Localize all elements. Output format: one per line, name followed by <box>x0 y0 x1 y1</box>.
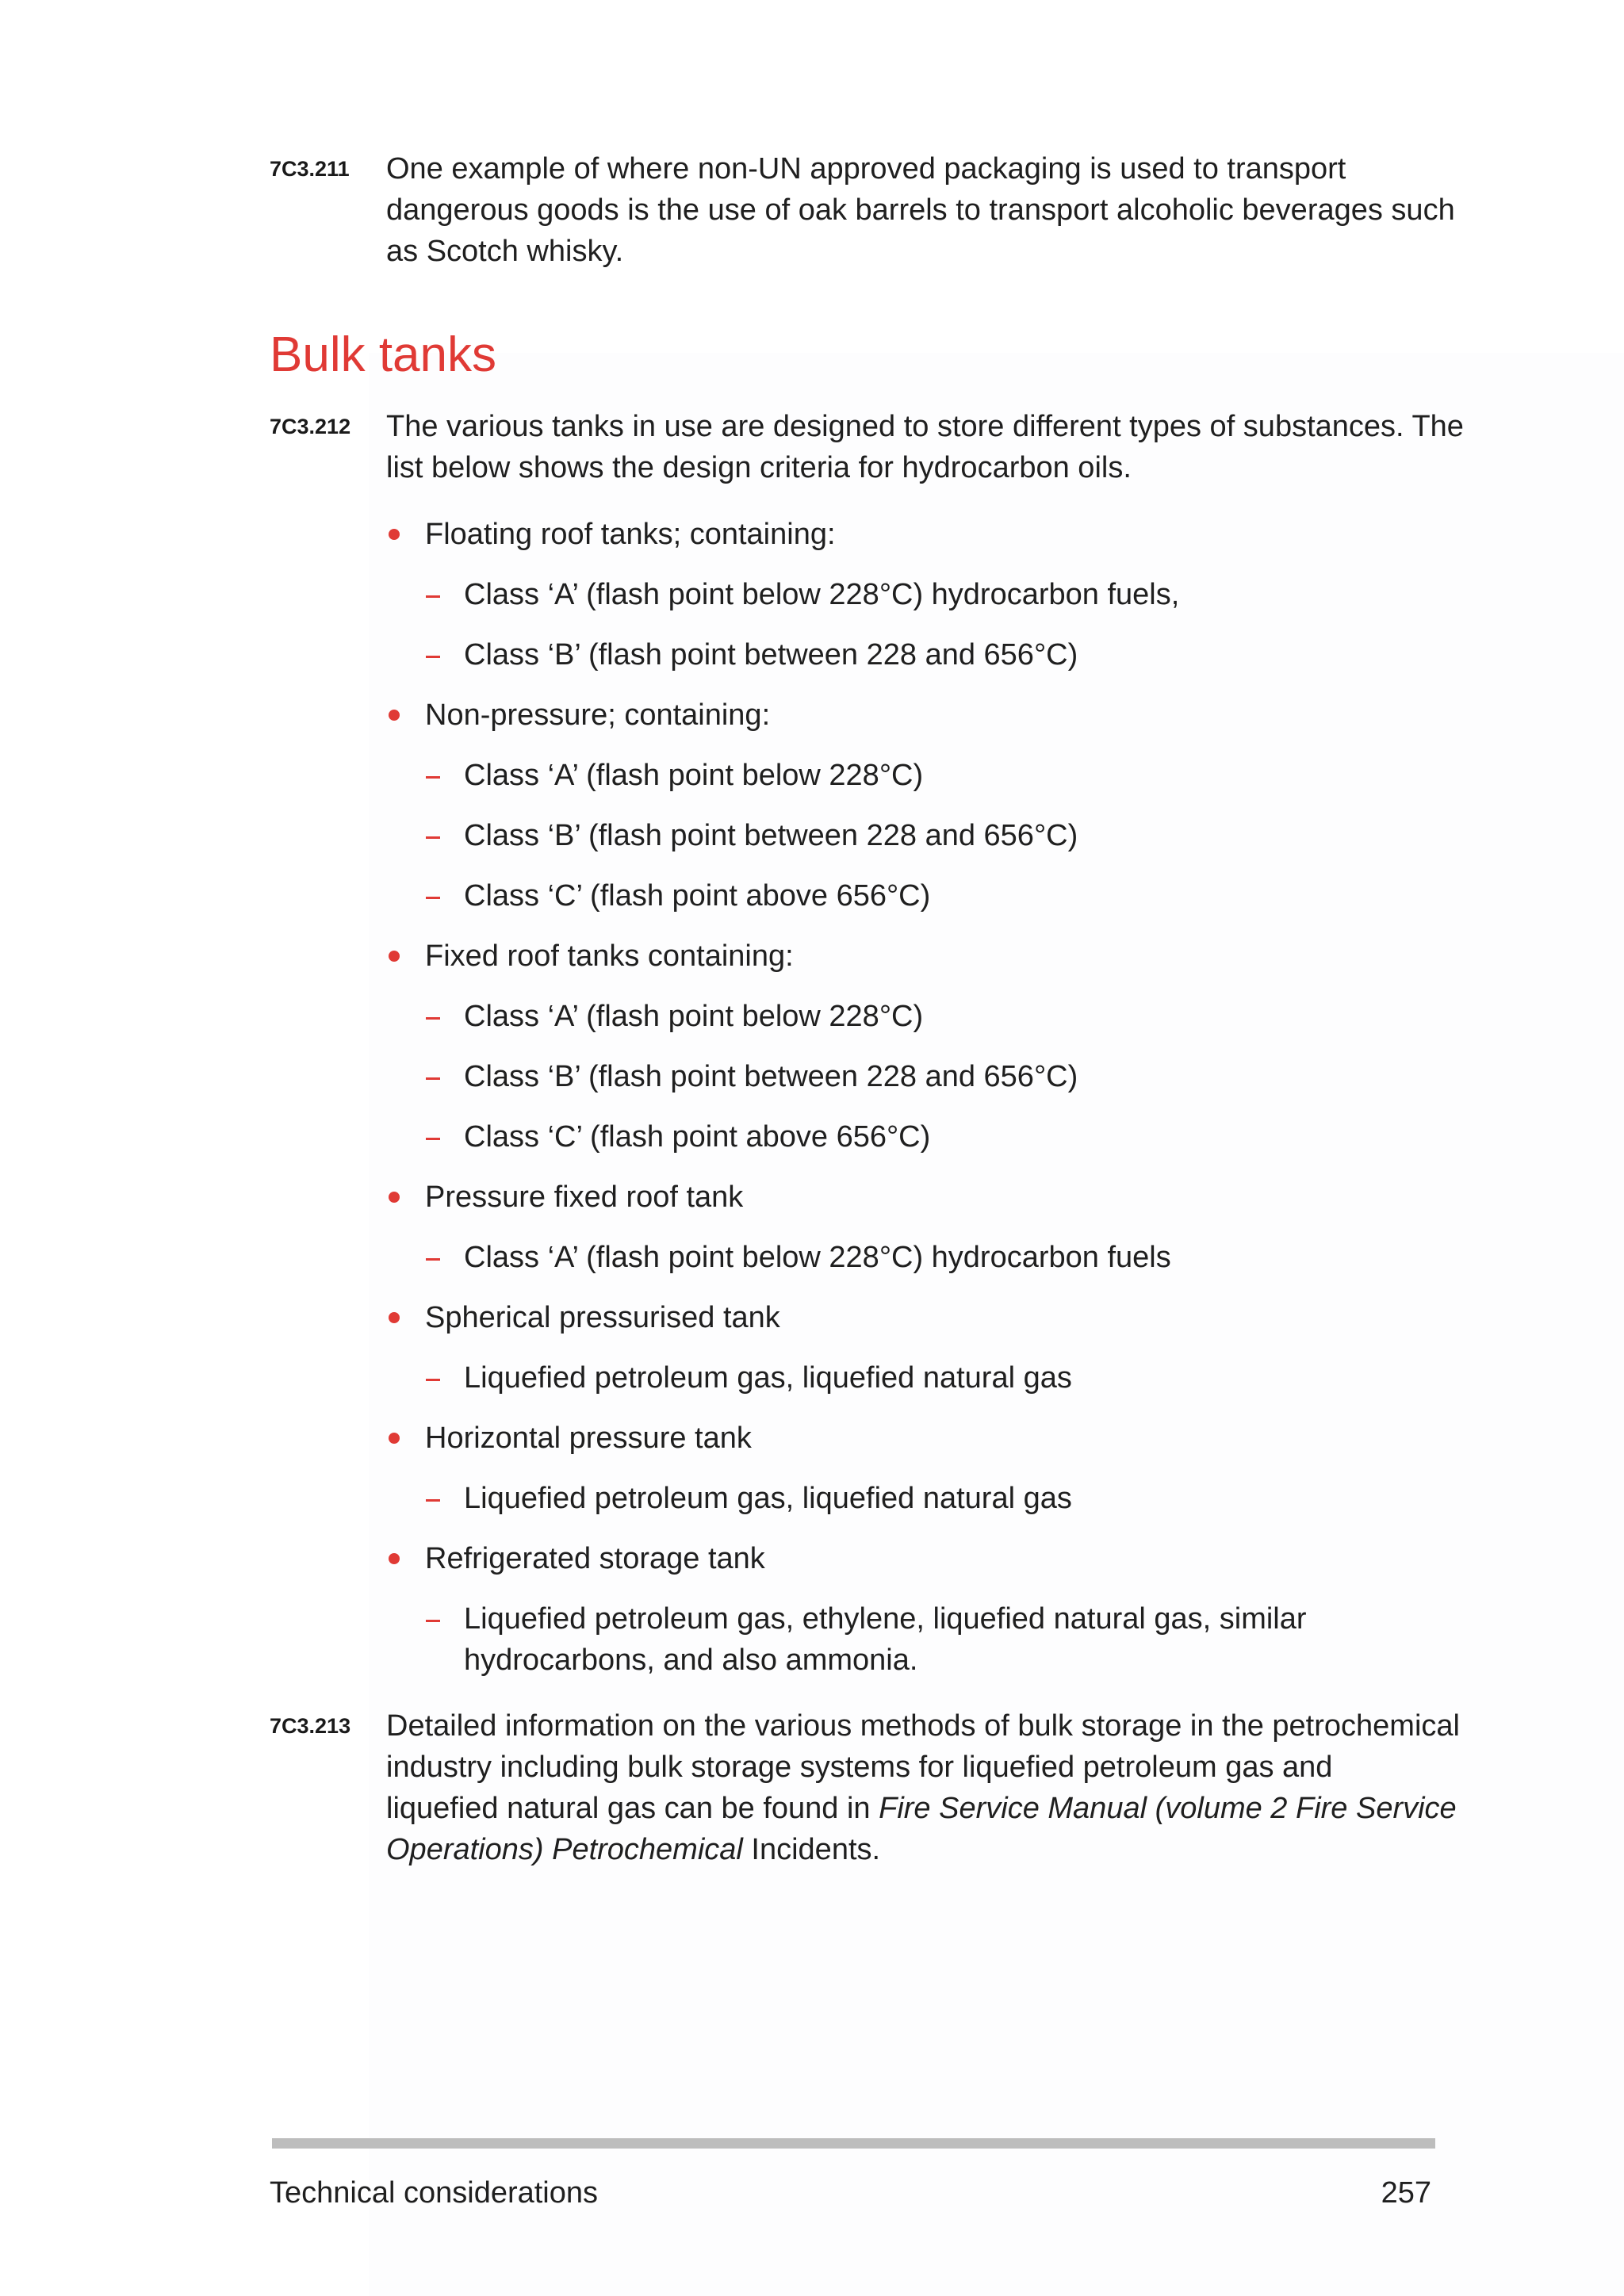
sub-list-item: Liquefied petroleum gas, liquefied natural gas <box>464 1482 1072 1515</box>
dash-icon <box>426 836 440 839</box>
text-line: as Scotch whisky. <box>386 235 624 268</box>
dash-icon <box>426 1620 440 1622</box>
sub-list-item: Class ‘A’ (flash point below 228°C) hydrocarbon fuels <box>464 1241 1171 1274</box>
list-item: Spherical pressurised tank <box>425 1301 780 1334</box>
text-line <box>386 1829 1624 1870</box>
paragraph-number: 7C3.212 <box>270 415 351 438</box>
sub-list-item: Class ‘B’ (flash point between 228 and 656°C) <box>464 1060 1078 1093</box>
section-heading: Bulk tanks <box>270 327 497 382</box>
sub-list-item: Liquefied petroleum gas, liquefied natural gas <box>464 1361 1072 1395</box>
bullet-dot-icon <box>389 710 400 721</box>
sub-list-item: Class ‘A’ (flash point below 228°C) <box>464 759 924 792</box>
dash-icon <box>426 656 440 658</box>
list-item: Refrigerated storage tank <box>425 1542 765 1575</box>
text-segment: Incidents. <box>742 1833 881 1866</box>
footer-section-title: Technical considerations <box>270 2176 599 2210</box>
dash-icon <box>426 1499 440 1502</box>
text-line: industry including bulk storage systems for liquefied petroleum gas and <box>386 1751 1333 1784</box>
publication-title: Fire Service Manual (volume 2 Fire Service <box>879 1792 1457 1825</box>
paragraph-text <box>386 406 1624 488</box>
list-item: Floating roof tanks; containing: <box>425 518 836 551</box>
bullet-dot-icon <box>389 1433 400 1444</box>
sub-list-item-continued: hydrocarbons, and also ammonia. <box>464 1644 918 1677</box>
sub-list-item: Class ‘B’ (flash point between 228 and 656°C) <box>464 638 1078 672</box>
dash-icon <box>426 1077 440 1080</box>
bullet-dot-icon <box>389 1192 400 1203</box>
dash-icon <box>426 1258 440 1261</box>
text-line <box>386 1788 1624 1829</box>
paragraph-text <box>386 148 1624 272</box>
sub-list-item: Liquefied petroleum gas, ethylene, liquefied natural gas, similar <box>464 1602 1307 1636</box>
sub-list-item: Class ‘A’ (flash point below 228°C) hydrocarbon fuels, <box>464 578 1180 611</box>
list-item: Non-pressure; containing: <box>425 698 771 732</box>
publication-title: Operations) Petrochemical <box>386 1833 743 1866</box>
text-line: dangerous goods is the use of oak barrels to transport alcoholic beverages such <box>386 193 1455 227</box>
bullet-dot-icon <box>389 951 400 962</box>
paragraph-text <box>386 1705 1624 1870</box>
dash-icon <box>426 1138 440 1140</box>
bullet-dot-icon <box>389 529 400 540</box>
dash-icon <box>426 1017 440 1020</box>
text-segment: liquefied natural gas can be found in <box>386 1792 879 1825</box>
bullet-dot-icon <box>389 1553 400 1564</box>
text-line: Detailed information on the various methods of bulk storage in the petrochemical <box>386 1709 1460 1743</box>
text-line: One example of where non-UN approved packaging is used to transport <box>386 152 1346 186</box>
dash-icon <box>426 1379 440 1381</box>
bullet-dot-icon <box>389 1312 400 1323</box>
text-line: The various tanks in use are designed to store different types of substances. The <box>386 410 1464 443</box>
dash-icon <box>426 776 440 779</box>
sub-list-item: Class ‘C’ (flash point above 656°C) <box>464 1120 931 1154</box>
dash-icon <box>426 595 440 598</box>
text-line: list below shows the design criteria for hydrocarbon oils. <box>386 451 1132 484</box>
list-item: Pressure fixed roof tank <box>425 1181 744 1214</box>
dash-icon <box>426 897 440 899</box>
paragraph-number: 7C3.211 <box>270 157 350 181</box>
list-item: Fixed roof tanks containing: <box>425 939 794 973</box>
sub-list-item: Class ‘A’ (flash point below 228°C) <box>464 1000 924 1033</box>
page-number: 257 <box>1381 2176 1431 2210</box>
sub-list-item: Class ‘B’ (flash point between 228 and 656°C) <box>464 819 1078 852</box>
paragraph-number: 7C3.213 <box>270 1714 351 1738</box>
sub-list-item: Class ‘C’ (flash point above 656°C) <box>464 879 931 913</box>
footer-rule <box>272 2138 1435 2149</box>
list-item: Horizontal pressure tank <box>425 1422 752 1455</box>
